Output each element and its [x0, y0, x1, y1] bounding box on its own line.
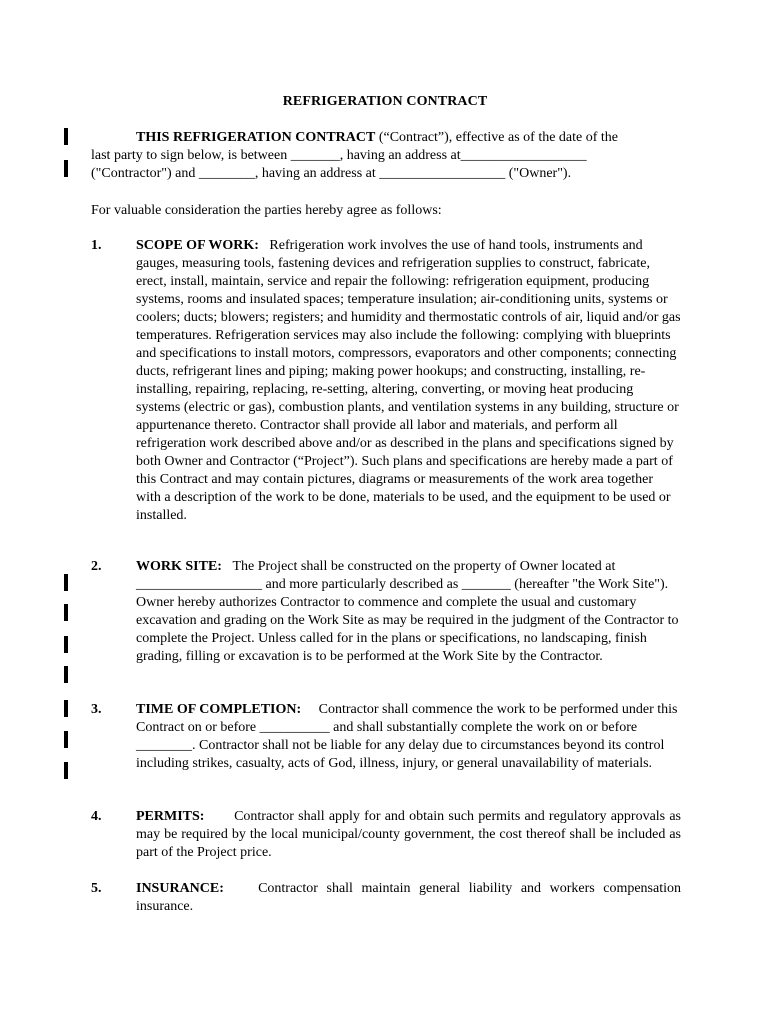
section-body	[136, 558, 681, 666]
section-heading: INSURANCE:	[136, 881, 224, 896]
section-body	[136, 808, 681, 862]
change-bar	[64, 666, 68, 683]
intro-line-1-rest: (“Contract”), effective as of the date of the	[375, 130, 619, 145]
section-insurance	[91, 880, 691, 916]
section-heading: SCOPE OF WORK:	[136, 238, 259, 253]
section-text: Contractor shall apply for and obtain such permits and regulatory approvals as may be required by the local municipal/county government, the cost thereof shall be included as part of the Project price.	[136, 809, 682, 860]
section-work-site	[91, 558, 691, 666]
section-text: Contractor shall commence the work to be performed under this Contract on or before __________ and shall substantially complete the work on or before ________. Contractor shall not be liable for any delay due to circumstances beyond its control including strikes, casualty, acts of God, illness, injury, or general unavailability of materials.	[136, 702, 678, 771]
change-bar	[64, 604, 68, 621]
change-bar	[64, 128, 68, 145]
section-heading: TIME OF COMPLETION:	[136, 702, 302, 717]
section-number: 5.	[91, 881, 102, 896]
section-heading: PERMITS:	[136, 809, 205, 824]
section-text: Refrigeration work involves the use of hand tools, instruments and gauges, measuring tools, fastening devices and refrigeration supplies to construct, fabricate, erect, install, maintain, service and repair the following: refrigeration equipment, producing systems, rooms and insulated spaces; temperature insulation; air-conditioning units, systems or coolers; ducts; blowers; registers; and humidity and thermostatic controls of air, liquid and/or gas temperatures. Refrigeration services may also include the following: complying with blueprints and specifications to install motors, compressors, evaporators and other components; connecting ducts, refrigerant lines and piping; making power hookups; and constructing, installing, re-installing, repairing, replacing, re-setting, altering, converting, or moving heat producing systems (electric or gas), combustion plants, and ventilation systems in any building, structure or appurtenance thereto. Contractor shall provide all labor and materials, and perform all refrigeration work described above and/or as described in the plans and specifications signed by both Owner and Contractor (“Project”). Such plans and specifications are hereby made a part of this Contract and may contain pictures, diagrams or measurements of the work area together with a description of the work to be done, materials to be used, and the equipment to be used or installed.	[136, 238, 681, 523]
section-text: The Project shall be constructed on the property of Owner located at __________________ and more particularly described as _______ (hereafter "the Work Site"). Owner hereby authorizes Contractor to commence and complete the usual and customary excavation and grading on the Work Site as may be required in the judgment of the Contractor to complete the Project. Unless called for in the plans or specifications, no landscaping, finish grading, filling or excavation is to be performed at the Work Site by the Contractor.	[136, 559, 679, 664]
preamble: For valuable consideration the parties hereby agree as follows:	[91, 203, 442, 218]
intro-lead: THIS REFRIGERATION CONTRACT	[136, 130, 376, 145]
change-bar	[64, 731, 68, 748]
intro-paragraph	[91, 129, 691, 183]
section-scope-of-work	[91, 237, 691, 525]
change-bar	[64, 762, 68, 779]
section-time-of-completion	[91, 701, 691, 773]
document-title: REFRIGERATION CONTRACT	[282, 94, 488, 109]
change-bar	[64, 700, 68, 717]
section-number: 2.	[91, 559, 102, 574]
section-text: Contractor shall maintain general liability and workers compensation insurance.	[136, 881, 681, 914]
section-number: 1.	[91, 238, 102, 253]
change-bar	[64, 574, 68, 591]
change-bar	[64, 160, 68, 177]
intro-line-1	[91, 129, 691, 147]
section-heading: WORK SITE:	[136, 559, 222, 574]
intro-line-2: last party to sign below, is between _______, having an address at__________________	[91, 148, 587, 163]
section-permits	[91, 808, 691, 862]
section-body	[136, 701, 681, 773]
change-bar	[64, 636, 68, 653]
section-body	[136, 880, 681, 916]
section-number: 4.	[91, 809, 102, 824]
section-body	[136, 237, 681, 525]
section-number: 3.	[91, 702, 102, 717]
intro-line-3: ("Contractor") and ________, having an address at __________________ ("Owner").	[91, 166, 572, 181]
